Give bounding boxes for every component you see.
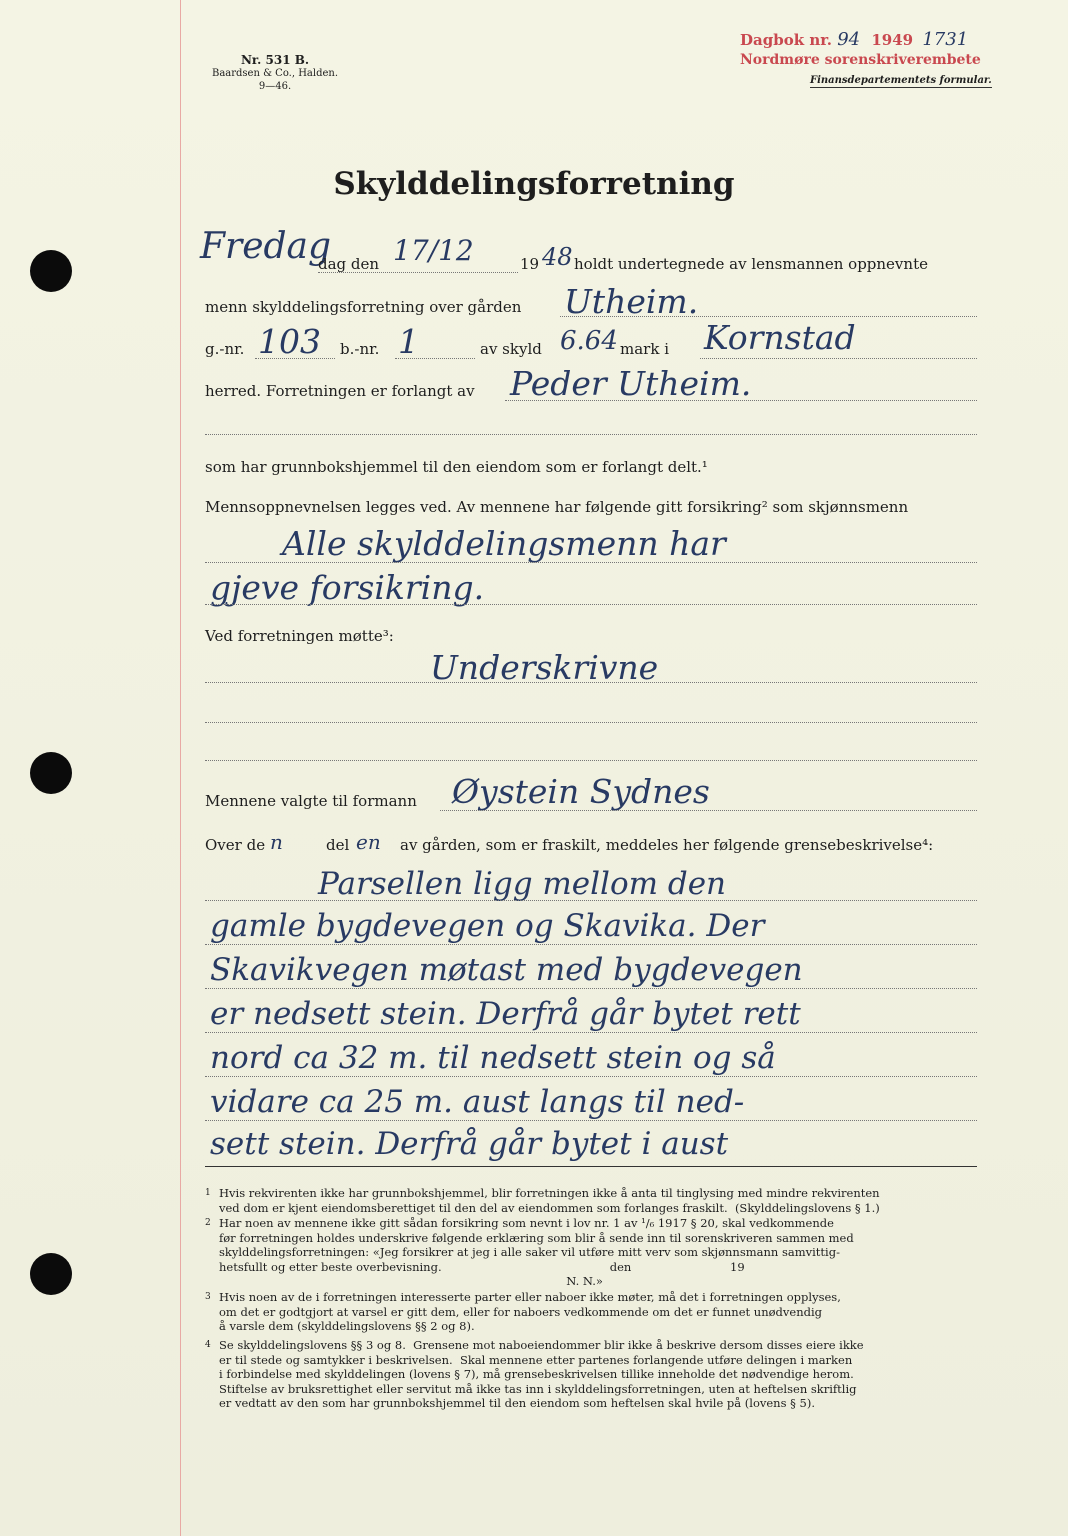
footnote-text: Har noen av mennene ikke gitt sådan forsikring som nevnt i lov nr. 1 av ¹/₆ 1917 § 20, skal vedkommende før forretningen holdes underskrive følgende erklæring som blir å sende inn til sorenskriveren sammen med skylddelingsforretningen: «Jeg forsikrer at jeg i alle saker vil utføre mitt verv som skjønnsmann samvittig- hetsfullt og etter beste overbevisning. den 19 N. N.» <box>219 1216 854 1288</box>
document-title: Skylddelingsforretning <box>333 166 735 202</box>
dotted-line <box>205 434 977 435</box>
label-year-prefix: 19 <box>520 255 540 273</box>
label-hjemmel: som har grunnbokshjemmel til den eiendom som er forlangt delt.¹ <box>205 458 708 476</box>
form-identifier <box>205 54 345 93</box>
dotted-line <box>205 1120 977 1121</box>
hw-boundary-line: Skavikvegen møtast med bygdevegen <box>210 952 803 988</box>
label-menn: Mennsoppnevnelsen legges ved. Av mennene har følgende gitt forsikring² som skjønnsmenn <box>205 498 909 516</box>
hw-boundary-line: gamle bygdevegen og Skavika. Der <box>210 908 765 944</box>
hw-boundary-line: vidare ca 25 m. aust langs til ned- <box>210 1084 745 1120</box>
registry-stamp <box>740 30 981 70</box>
dotted-line <box>318 272 518 273</box>
hw-boundary-line: Parsellen ligg mellom den <box>318 866 727 902</box>
hw-chairman: Øystein Sydnes <box>452 772 710 811</box>
hw-farm: Utheim. <box>564 282 699 321</box>
label-line1-rest: holdt undertegnede av lensmannen oppnevnte <box>574 255 928 273</box>
label-line2: menn skylddelingsforretning over gården <box>205 298 522 316</box>
dotted-line <box>700 358 977 359</box>
form-number: Nr. 531 B. <box>240 53 310 67</box>
hw-insurance-line-2: gjeve forsikring. <box>210 568 485 607</box>
label-gnr: g.-nr. <box>205 340 245 358</box>
dotted-line <box>205 562 977 563</box>
hw-boundary-line: sett stein. Derfrå går bytet i aust <box>210 1126 729 1162</box>
dotted-line <box>205 988 977 989</box>
label-herred-line: herred. Forretningen er forlangt av <box>205 382 475 400</box>
label-formann: Mennene valgte til formann <box>205 792 417 810</box>
punch-hole <box>30 752 72 794</box>
dotted-line <box>205 604 977 605</box>
stamp-entry-number: 94 <box>837 29 861 50</box>
label-over-de: Over de <box>205 836 266 854</box>
footnote-number: 3 <box>205 1292 211 1302</box>
hw-requested-by: Peder Utheim. <box>510 364 752 403</box>
form-printer: Baardsen & Co., Halden. <box>211 68 339 79</box>
footnote-text: Hvis noen av de i forretningen interesserte parter eller naboer ikke møter, må det i forretningen opplyses, om det er godtgjort at varsel er gitt dem, eller for naboers vedkommende om det er funnet unødvendig å varsle dem (skylddelingslovens §§ 2 og 8). <box>219 1290 841 1333</box>
dotted-line <box>560 316 977 317</box>
label-skyld: av skyld <box>480 340 542 358</box>
dotted-line <box>205 944 977 945</box>
dotted-line <box>205 1076 977 1077</box>
dotted-line <box>395 358 475 359</box>
hw-herred: Kornstad <box>704 318 856 357</box>
ministry-form-label: Finansdepartementets formular. <box>810 75 992 86</box>
punch-hole <box>30 250 72 292</box>
stamp-folio: 1731 <box>922 29 969 50</box>
hw-year: 48 <box>542 243 573 271</box>
hw-boundary-line: er nedsett stein. Derfrå går bytet rett <box>210 996 801 1032</box>
stamp-office: Nordmøre sorenskriverembete <box>740 52 981 68</box>
punch-hole <box>30 1253 72 1295</box>
stamp-year: 1949 <box>871 31 914 49</box>
dotted-line <box>440 810 977 811</box>
hw-date: 17/12 <box>393 234 474 267</box>
hw-over-suffix: n <box>270 830 283 854</box>
hw-skyld: 6.64 <box>560 326 618 356</box>
footnote-text: Hvis rekvirenten ikke har grunnbokshjemmel, blir forretningen ikke å anta til tinglysing med mindre rekvirenten ved dom er kjent eiendomsberettiget til den del av eiendommen som forlanges fraskilt. (Skylddelingslovens § 1.) <box>219 1186 880 1215</box>
dotted-line <box>255 358 335 359</box>
dotted-line <box>205 760 977 761</box>
footnote-separator <box>205 1166 977 1167</box>
label-mark: mark i <box>620 340 669 358</box>
dotted-line <box>205 722 977 723</box>
label-grense: av gården, som er fraskilt, meddeles her følgende grensebeskrivelse⁴: <box>400 836 934 854</box>
hw-del-suffix: en <box>356 830 381 854</box>
hw-weekday: Fredag <box>200 226 332 267</box>
form-print-date: 9—46. <box>258 81 292 92</box>
footnote-number: 2 <box>205 1218 211 1228</box>
label-motte: Ved forretningen møtte³: <box>205 627 394 645</box>
dotted-line <box>205 1032 977 1033</box>
stamp-prefix: Dagbok nr. <box>740 31 832 49</box>
footnote-text: Se skylddelingslovens §§ 3 og 8. Grensene mot naboeiendommer blir ikke å beskrive dersom disses eiere ikke er til stede og samtykker i beskrivelsen. Skal mennene etter partenes forlangende utføre delingen i marken i forbindelse med skylddelingen (lovens § 7), må grensebeskrivelsen tillike inneholde det nødvendige herom. Stiftelse av bruksrettighet eller servitut må ikke tas inn i skylddelingsforretningen, uten at heftelsen skriftlig er vedtatt av den som har grunnbokshjemmel til den eiendom som heftelsen skal hvile på (lovens § 5). <box>219 1338 864 1410</box>
footnote-number: 1 <box>205 1188 211 1198</box>
hw-attended: Underskrivne <box>430 648 659 687</box>
dotted-line <box>205 900 977 901</box>
hw-boundary-line: nord ca 32 m. til nedsett stein og så <box>210 1040 776 1076</box>
label-bnr: b.-nr. <box>340 340 380 358</box>
hw-insurance-line-1: Alle skylddelingsmenn har <box>282 524 726 563</box>
label-del: del <box>326 836 350 854</box>
footnote-number: 4 <box>205 1340 211 1350</box>
hw-bnr: 1 <box>398 322 419 361</box>
dotted-line <box>205 682 977 683</box>
margin-rule <box>180 0 181 1536</box>
hw-gnr: 103 <box>258 322 321 361</box>
label-dag-den: dag den <box>318 255 380 273</box>
dotted-line <box>505 400 977 401</box>
